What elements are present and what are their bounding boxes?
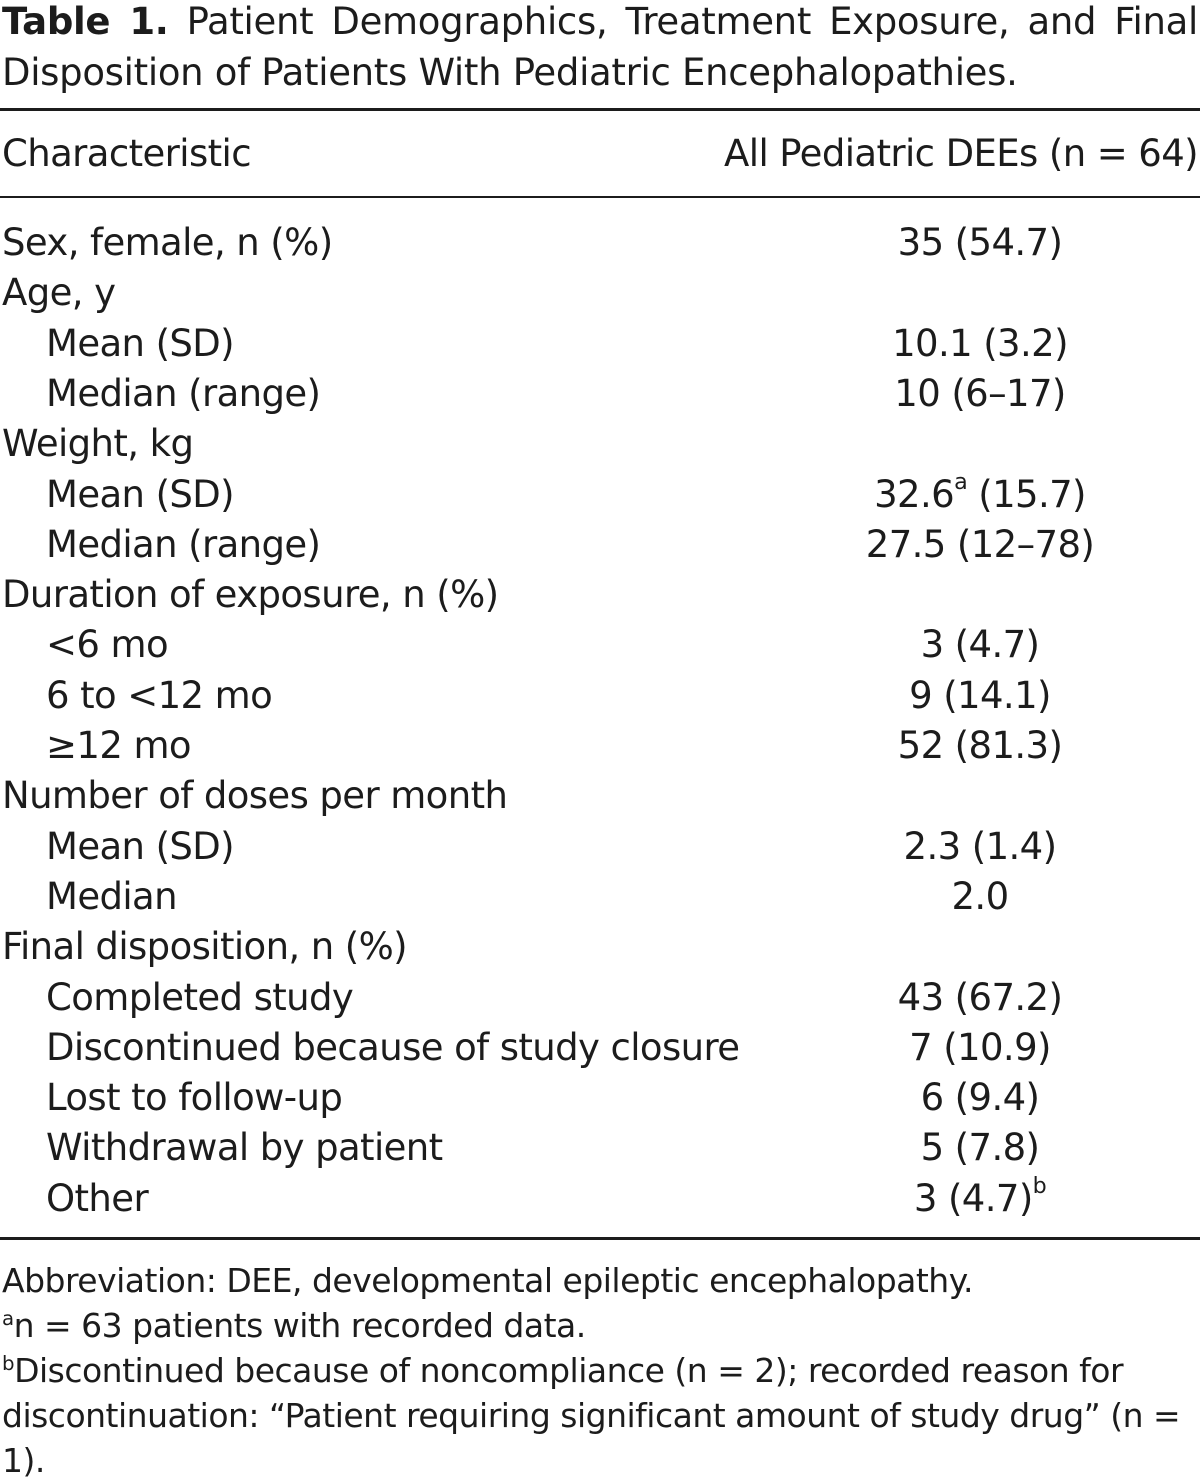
row-value-text: 2.3 (1.4) <box>903 824 1057 868</box>
table-row <box>0 419 1200 469</box>
footnote-b-text: Discontinued because of noncompliance (n = 2); recorded reason for discontinuation: “Patient requiring significant amount of study drug” (n = 1). <box>2 1351 1181 1480</box>
table-row <box>0 268 1200 318</box>
table-row <box>0 1123 1200 1173</box>
row-label: Age, y <box>2 271 116 315</box>
row-value <box>850 369 1110 419</box>
column-header-characteristic: Characteristic <box>2 132 251 175</box>
row-value <box>850 1123 1110 1173</box>
row-value <box>850 1174 1110 1224</box>
row-label: Withdrawal by patient <box>46 1126 443 1170</box>
row-value-text: 35 (54.7) <box>897 221 1063 264</box>
footnote-b-mark: b <box>2 1352 15 1375</box>
row-value-text: 3 (4.7) <box>920 623 1040 667</box>
row-value-text: 6 (9.4) <box>920 1076 1040 1120</box>
row-label: Other <box>46 1176 149 1220</box>
table-top-rule <box>0 108 1200 111</box>
row-value-footnote-mark: b <box>1032 1172 1047 1199</box>
row-value <box>850 721 1110 771</box>
table-row <box>0 369 1200 419</box>
row-value <box>850 1023 1110 1073</box>
row-label: Duration of exposure, n (%) <box>2 573 499 617</box>
row-value-text: 2.0 <box>951 874 1009 918</box>
footnote-b <box>2 1348 1198 1483</box>
row-label: Number of doses per month <box>2 774 508 818</box>
row-label: Mean (SD) <box>46 472 235 516</box>
table-caption <box>2 0 1198 98</box>
row-value-text: 5 (7.8) <box>920 1126 1040 1170</box>
row-label: Discontinued because of study closure <box>46 1025 740 1069</box>
table-row <box>0 1023 1200 1073</box>
row-label: Final disposition, n (%) <box>2 925 407 969</box>
table-row <box>0 1073 1200 1123</box>
row-label: Median (range) <box>46 522 321 566</box>
table-row <box>0 822 1200 872</box>
row-label: Mean (SD) <box>46 824 235 868</box>
row-label: Lost to follow-up <box>46 1076 343 1120</box>
row-value <box>850 620 1110 670</box>
row-value-footnote-mark: a <box>954 468 968 495</box>
table-row <box>0 520 1200 570</box>
table-row <box>0 721 1200 771</box>
row-label: Median (range) <box>46 371 321 415</box>
row-value <box>850 218 1110 268</box>
table-row <box>0 922 1200 972</box>
row-value <box>850 872 1110 922</box>
row-label: Median <box>46 874 177 918</box>
row-value-text: 9 (14.1) <box>909 673 1051 717</box>
row-label: ≥12 mo <box>46 724 191 767</box>
row-value-text: 52 (81.3) <box>897 724 1063 767</box>
row-value-text: 3 (4.7) <box>913 1176 1033 1220</box>
row-value <box>850 671 1110 721</box>
row-value-text: 43 (67.2) <box>897 975 1063 1019</box>
table-row <box>0 671 1200 721</box>
table-row <box>0 319 1200 369</box>
row-value <box>850 822 1110 872</box>
row-label: Sex, female, n (%) <box>2 221 333 264</box>
row-value-text: 27.5 (12–78) <box>865 522 1095 566</box>
row-value <box>850 520 1110 570</box>
table-row <box>0 570 1200 620</box>
table-row <box>0 771 1200 821</box>
table-header-rule <box>0 196 1200 198</box>
row-value-text: 32.6 <box>874 472 955 516</box>
row-value <box>850 973 1110 1023</box>
row-label: 6 to <12 mo <box>46 673 273 717</box>
footnote-a-mark: a <box>2 1307 14 1330</box>
row-value-text: 10 (6–17) <box>894 371 1066 415</box>
table-row <box>0 620 1200 670</box>
footnote-a-text: n = 63 patients with recorded data. <box>13 1306 586 1345</box>
column-header-all-pediatric-dees: All Pediatric DEEs (n = 64) <box>724 132 1198 175</box>
footnote-abbreviation: Abbreviation: DEE, developmental epileptic encephalopathy. <box>2 1261 974 1300</box>
row-label: Mean (SD) <box>46 321 235 365</box>
footnote-a <box>2 1303 1198 1348</box>
row-value-text: 10.1 (3.2) <box>892 321 1068 365</box>
table-row <box>0 872 1200 922</box>
table-label: Table 1. <box>2 0 169 43</box>
table-row <box>0 218 1200 268</box>
table-row <box>0 470 1200 520</box>
row-value-text: 7 (10.9) <box>909 1025 1051 1069</box>
table-bottom-rule <box>0 1237 1200 1240</box>
table-row <box>0 1174 1200 1224</box>
row-value <box>850 1073 1110 1123</box>
row-label: Completed study <box>46 975 354 1019</box>
row-value-tail: (15.7) <box>967 472 1086 516</box>
row-label: <6 mo <box>46 623 168 667</box>
row-value <box>850 470 1110 520</box>
table-caption-text: Patient Demographics, Treatment Exposure, and Final Disposition of Patients With Pediatric Encephalopathies. <box>2 0 1198 94</box>
row-label: Weight, kg <box>2 422 194 466</box>
table-row <box>0 973 1200 1023</box>
row-value <box>850 319 1110 369</box>
